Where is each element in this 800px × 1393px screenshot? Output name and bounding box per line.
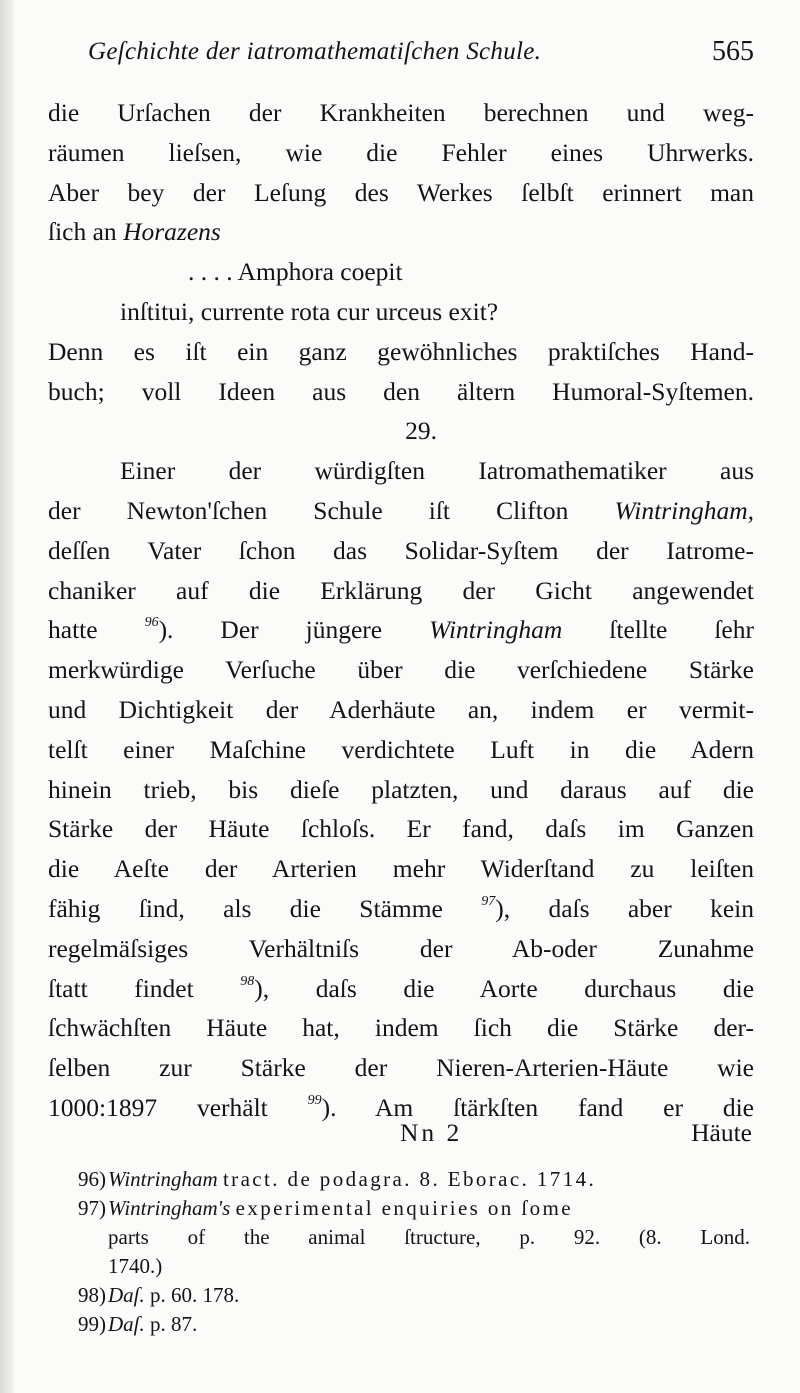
- text-line: telſt einer Maſchine verdichtete Luft in die Adern: [48, 734, 754, 764]
- footnote-number: 96): [78, 1167, 106, 1191]
- scan-edge-shadow: [0, 0, 14, 1393]
- text-line: merkwürdige Verſuche über die verſchiedene Stärke: [48, 655, 754, 685]
- author-name: Wintringham: [429, 615, 563, 645]
- footnote: [78, 1310, 750, 1339]
- text-line: deſſen Vater ſchon das Solidar-Syſtem der Iatrome-: [48, 535, 754, 565]
- text-line: die Aeſte der Arterien mehr Widerſtand zu leiſten: [48, 854, 754, 884]
- footnote-author: Wintringham's: [108, 1196, 231, 1220]
- text-line: die Urſachen der Krankheiten berechnen und weg-: [48, 98, 754, 127]
- footnote-author: Wintringham: [108, 1167, 218, 1191]
- verse-line: . . . . Amphora coepit: [188, 257, 403, 287]
- text-line: Stärke der Häute ſchloſs. Er fand, daſs im Ganzen: [48, 814, 754, 844]
- text-line: chaniker auf die Erklärung der Gicht angewendet: [48, 575, 754, 605]
- footnote-ref: 97: [481, 893, 496, 909]
- text-line: und Dichtigkeit der Aderhäute an, indem er vermit-: [48, 694, 754, 724]
- text-line: Denn es iſt ein ganz gewöhnliches praktiſches Hand-: [48, 336, 754, 366]
- footnote: [78, 1194, 750, 1223]
- body-text: [48, 93, 754, 1128]
- text-line: Aber bey der Leſung des Werkes ſelbſt erinnert man: [48, 177, 754, 207]
- footnote-ref: 99: [307, 1092, 322, 1108]
- catchword: Häute: [691, 1118, 752, 1147]
- author-name: Horazens: [123, 217, 221, 247]
- text-line: regelmäſsiges Verhältniſs der Ab-oder Zunahme: [48, 933, 754, 963]
- footnote-ref: 98: [240, 973, 255, 989]
- printer-signature: Nn 2: [400, 1118, 463, 1147]
- text-line: ſtatt findet $^{98}$), daſs die Aorte durchaus die: [48, 973, 755, 1003]
- footnotes: [78, 1165, 750, 1339]
- footnote-number: 98): [78, 1283, 106, 1307]
- footnote-text: tract. de podagra. 8. Eborac. 1714.: [222, 1167, 597, 1191]
- footnote-text: p. 60. 178.: [150, 1283, 240, 1307]
- page-number: 565: [712, 36, 754, 67]
- footnote-text: experimental enquiries on ſome: [235, 1196, 573, 1220]
- text-line: hatte $^{96}$). Der jüngere Wintringham ſtellte ſehr: [48, 615, 754, 645]
- text-line: Einer der würdigſten Iatromathematiker aus: [120, 456, 754, 486]
- footnote: [78, 1281, 750, 1310]
- text-line: fähig ſind, als die Stämme $^{97}$), daſs aber kein: [48, 893, 754, 923]
- text-line: ſelben zur Stärke der Nieren-Arterien-Häute wie: [48, 1053, 754, 1083]
- footnote: [78, 1165, 750, 1194]
- text-line: buch; voll Ideen aus den ältern Humoral-Syſtemen.: [48, 376, 754, 406]
- text-line: hinein trieb, bis dieſe platzten, und daraus auf die: [48, 774, 754, 804]
- text-line: ſchwächſten Häute hat, indem ſich die Stärke der-: [48, 1013, 754, 1043]
- footnote-author: Daſ.: [108, 1312, 145, 1336]
- footnote-continuation: 1740.): [108, 1254, 163, 1278]
- footnote-number: 97): [78, 1196, 106, 1220]
- author-name: Wintringham,: [614, 495, 755, 525]
- verse-line: inſtitui, currente rota cur urceus exit?: [120, 296, 499, 326]
- text-line: der Newton'ſchen Schule iſt Clifton Wintringham,: [48, 495, 755, 525]
- footnote-ref: 96: [144, 615, 159, 631]
- signature-line: [48, 1114, 754, 1154]
- text-line: ſich an Horazens: [48, 217, 221, 247]
- footnote-continuation: parts of the animal ſtructure, p. 92. (8. Lond.: [108, 1225, 750, 1249]
- page-header: [88, 28, 760, 78]
- footnote-number: 99): [78, 1312, 106, 1336]
- running-title: Geſchichte der iatromathematiſchen Schule.: [88, 38, 542, 65]
- footnote-author: Daſ.: [108, 1283, 145, 1307]
- section-number: 29.: [405, 416, 437, 446]
- footnote-text: p. 87.: [150, 1312, 198, 1336]
- text-line: räumen lieſsen, wie die Fehler eines Uhrwerks.: [48, 137, 754, 167]
- text-line: 1000:1897 verhält $^{99}$). Am ſtärkſten fand er die: [48, 1092, 755, 1122]
